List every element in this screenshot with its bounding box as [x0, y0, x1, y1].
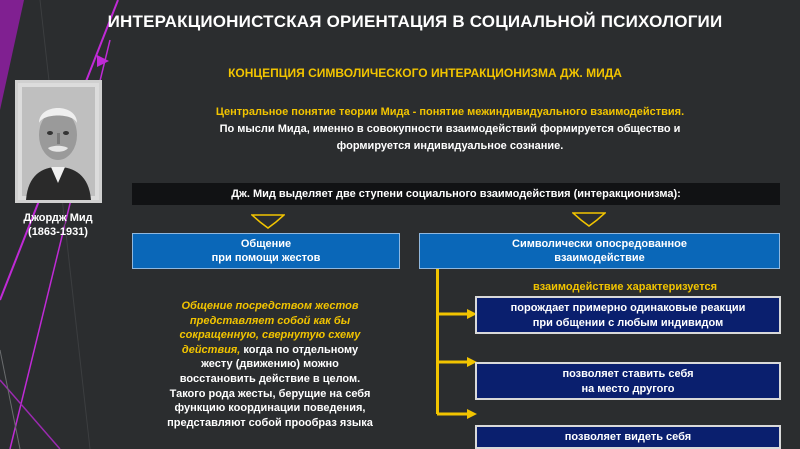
connector-arrow-icon [437, 357, 477, 367]
feature-box-1 [475, 296, 781, 334]
page-title: ИНТЕРАКЦИОНИСТСКАЯ ОРИЕНТАЦИЯ В СОЦИАЛЬНОЙ ПСИХОЛОГИИ [107, 12, 723, 31]
stage-symbolic-line-1: Символически опосредованное [512, 238, 687, 250]
subtitle: КОНЦЕПЦИЯ СИМВОЛИЧЕСКОГО ИНТЕРАКЦИОНИЗМА ДЖ. МИДА [228, 66, 622, 80]
connector-line [436, 269, 439, 414]
gestures-text-5: когда по отдельному [240, 343, 359, 356]
gestures-text-2: представляет собой как бы [189, 314, 351, 327]
feature-3-line-1: позволяет видеть себя [564, 431, 692, 443]
stage-gestures-line-2: при помощи жестов [211, 252, 321, 264]
feature-1-line-1: порождает примерно одинаковые реакции [510, 302, 746, 314]
feature-2-line-1: позволяет ставить себя [562, 368, 694, 380]
feature-box-3 [475, 425, 781, 449]
stage-symbolic-line-2: взаимодействие [554, 252, 645, 264]
feature-2-line-2: на место другого [581, 383, 675, 395]
portrait-photo [15, 80, 102, 203]
feature-box-2 [475, 362, 781, 400]
intro-text [150, 104, 750, 155]
gestures-text-3: сокращенную, свернутую схему [179, 329, 361, 342]
gestures-text-8: Такого рода жесты, берущие на себя [169, 387, 371, 400]
gestures-text-9: функцию координации поведения, [174, 402, 366, 415]
gestures-text-7: восстановить действие в целом. [179, 372, 361, 385]
intro-line-1: Центральное понятие теории Мида - понятие межиндивидуального взаимодействия. [215, 106, 685, 118]
gestures-text-4: действия, [181, 343, 241, 356]
gestures-text-1: Общение посредством жестов [181, 300, 359, 312]
down-arrow-icon [572, 212, 606, 227]
connector-arrow-icon [437, 409, 477, 419]
portrait-illustration [18, 83, 99, 200]
characterized-label: взаимодействие характеризуется [532, 281, 718, 293]
gestures-text-6: жесту (движению) можно [201, 358, 339, 371]
stage-gestures-line-1: Общение [240, 238, 292, 250]
feature-1-line-2: при общении с любым индивидом [532, 317, 724, 329]
stages-header: Дж. Мид выделяет две ступени социального взаимодействия (интеракционизма): [132, 183, 780, 205]
decorative-arrow-icon [97, 55, 109, 67]
intro-line-2: По мысли Мида, именно в совокупности взаимодействий формируется общество и [219, 123, 681, 135]
stage-gestures-box [132, 233, 400, 269]
gestures-text-10: представляют собой прообраз языка [167, 416, 373, 429]
connector-arrow-icon [437, 309, 477, 319]
gestures-description [136, 299, 404, 430]
intro-line-3: формируется индивидуальное сознание. [336, 140, 564, 152]
stage-symbolic-box [419, 233, 780, 269]
down-arrow-icon [251, 214, 285, 229]
portrait-years: (1863-1931) [28, 226, 88, 238]
portrait-name: Джордж Мид [23, 212, 93, 224]
portrait-caption [8, 211, 108, 239]
